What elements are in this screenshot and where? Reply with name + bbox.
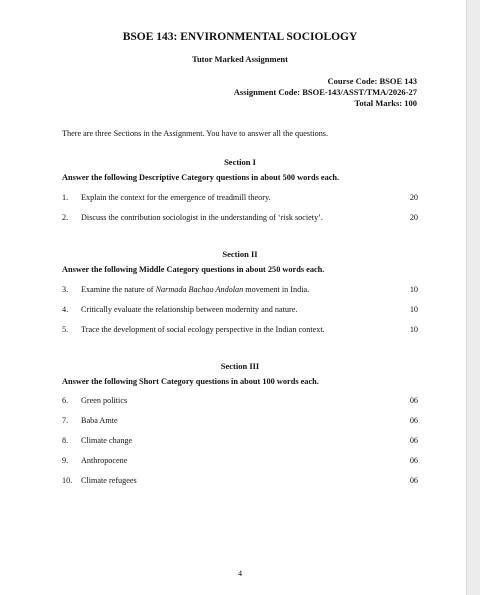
movement-name: Narmada Bachao Andolan bbox=[155, 285, 244, 294]
question-number: 6. bbox=[62, 396, 69, 405]
question-marks: 20 bbox=[409, 213, 418, 222]
question-row bbox=[62, 476, 418, 488]
question-text: Climate refugees bbox=[81, 476, 137, 485]
page-edge bbox=[466, 0, 480, 595]
document-subtitle: Tutor Marked Assignment bbox=[192, 54, 288, 64]
question-text: Anthropocene bbox=[81, 456, 128, 465]
question-marks: 06 bbox=[409, 456, 418, 465]
question-number: 3. bbox=[62, 285, 69, 294]
page-number: 4 bbox=[237, 569, 243, 578]
question-marks: 06 bbox=[409, 416, 418, 425]
question-marks: 10 bbox=[409, 325, 418, 334]
section-title: Section II bbox=[222, 249, 258, 259]
question-number: 5. bbox=[62, 325, 69, 334]
question-number: 9. bbox=[62, 456, 69, 465]
question-number: 8. bbox=[62, 436, 69, 445]
question-text: Critically evaluate the relationship between modernity and nature. bbox=[81, 305, 298, 314]
question-row bbox=[62, 416, 418, 428]
question-marks: 06 bbox=[409, 396, 418, 405]
total-marks: Total Marks: 100 bbox=[354, 98, 417, 108]
question-text: Trace the development of social ecology perspective in the Indian context. bbox=[81, 325, 325, 334]
question-text: Examine the nature of Narmada Bachao Andolan movement in India. bbox=[81, 285, 310, 294]
assignment-code: Assignment Code: BSOE-143/ASST/TMA/2026-27 bbox=[233, 87, 417, 97]
question-text: Explain the context for the emergence of treadmill theory. bbox=[81, 193, 271, 202]
question-row bbox=[62, 305, 418, 317]
question-number: 7. bbox=[62, 416, 69, 425]
question-marks: 20 bbox=[409, 193, 418, 202]
question-marks: 06 bbox=[409, 476, 418, 485]
question-number: 2. bbox=[62, 213, 69, 222]
question-row bbox=[62, 436, 418, 448]
question-number: 4. bbox=[62, 305, 69, 314]
section-title: Section I bbox=[224, 157, 256, 167]
question-row bbox=[62, 193, 418, 205]
question-marks: 10 bbox=[409, 305, 418, 314]
question-row bbox=[62, 456, 418, 468]
course-code: Course Code: BSOE 143 bbox=[327, 76, 417, 86]
question-text: Climate change bbox=[81, 436, 133, 445]
intro-text: There are three Sections in the Assignment. You have to answer all the questions. bbox=[62, 129, 329, 138]
section-instruction: Answer the following Descriptive Category questions in about 500 words each. bbox=[62, 173, 340, 182]
section-instruction: Answer the following Short Category questions in about 100 words each. bbox=[62, 377, 319, 386]
question-row bbox=[62, 396, 418, 408]
question-text: Green politics bbox=[81, 396, 128, 405]
question-row bbox=[62, 325, 418, 337]
question-marks: 06 bbox=[409, 436, 418, 445]
question-number: 10. bbox=[62, 476, 73, 485]
question-marks: 10 bbox=[409, 285, 418, 294]
section-title: Section III bbox=[220, 361, 260, 371]
question-text: Baba Amte bbox=[81, 416, 118, 425]
question-row bbox=[62, 285, 418, 297]
question-text: Discuss the contribution sociologist in the understanding of ‘risk society’. bbox=[81, 213, 323, 222]
question-row bbox=[62, 213, 418, 225]
question-number: 1. bbox=[62, 193, 69, 202]
document-title: BSOE 143: ENVIRONMENTAL SOCIOLOGY bbox=[122, 31, 358, 43]
section-instruction: Answer the following Middle Category questions in about 250 words each. bbox=[62, 265, 325, 274]
